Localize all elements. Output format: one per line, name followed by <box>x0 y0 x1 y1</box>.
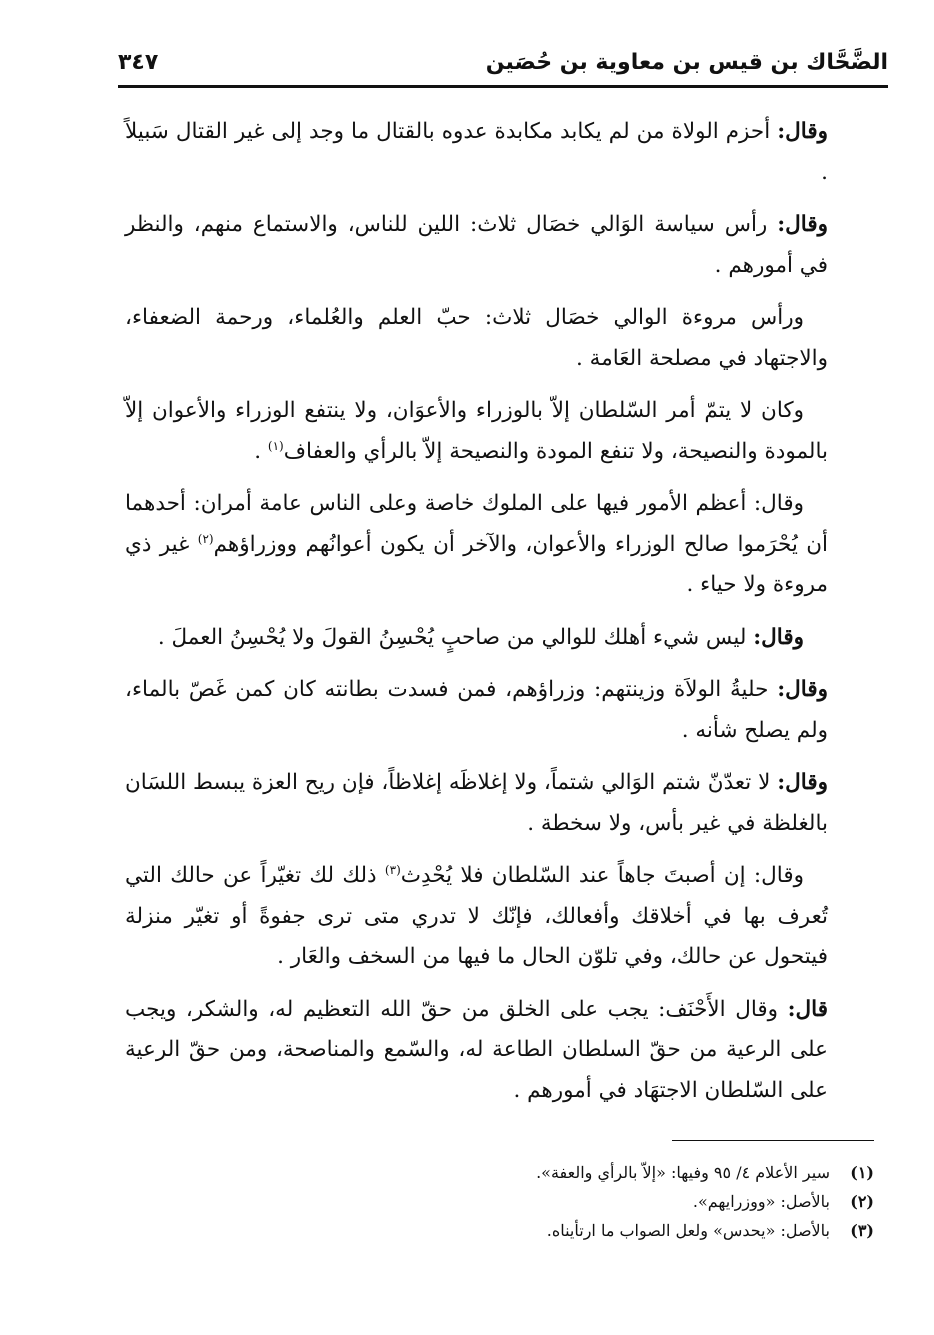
paragraph-text: رأس سياسة الوَالي خصَال ثلاث: اللين للناس، والاستماع منهم، والنظر في أمورهم . <box>125 212 828 278</box>
footnote-text: بالأصل: «ووزرايهم». <box>692 1192 830 1211</box>
paragraph-text: أحزم الولاة من لم يكابد مكابدة عدوه بالقتال ما وجد إلى غير القتال سَبيلاً . <box>125 119 828 185</box>
footnote-number: (١) <box>850 1163 874 1182</box>
paragraph <box>125 618 828 659</box>
paragraph <box>125 112 828 193</box>
paragraph-lead: وقال: <box>753 624 804 650</box>
header-title: الضَّحَّاك بن قيس بن معاوية بن حُصَين <box>485 50 888 75</box>
paragraph-text: وقال: أعظم الأمور فيها على الملوك خاصة وعلى الناس عامة أمران: أحدهما أن يُحْرَموا صالح الوزراء والأعوان، والآخر أن يكون أعوانُهم ووزراؤهم <box>125 491 828 557</box>
running-header <box>118 42 888 88</box>
paragraph-text: وقال الأَحْنَف: يجب على الخلق من حقّ الله التعظيم له، والشكر، ويجب على الرعية من حقّ السلطان الطاعة له، والسّمع والمناصحة، ومن حقّ الرعية على السّلطان الاجتهَاد في أمورهم . <box>125 996 828 1103</box>
footnote-text: سير الأعلام ٤/ ٩٥ وفيها: «إلاّ بالرأي والعفة». <box>536 1163 830 1182</box>
footnote-number: (٣) <box>850 1221 874 1240</box>
paragraph <box>125 990 828 1112</box>
paragraph-text: وقال: إن أصبتَ جاهاً عند السّلطان فلا يُحْدِث <box>400 863 804 888</box>
footnote-text: بالأصل: «يحدس» ولعل الصواب ما ارتأيناه. <box>546 1221 830 1240</box>
paragraph-tail: ذلك لك تغيّراً عن حالك التي تُعرف بها في أخلاقك وأفعالك، فإنّك لا تدري متى ترى جفوةً أو تغيّر منزلة فيتحول عن حالك، وفي تلوّن الحال ما فيها من السخف والعَار . <box>125 863 828 969</box>
footnote <box>300 1216 874 1245</box>
paragraph <box>125 298 828 379</box>
footnote <box>300 1187 874 1216</box>
paragraph <box>125 856 828 978</box>
paragraph-text: ليس شيء أهلك للوالي من صاحبٍ يُحْسِنُ القولَ ولا يُحْسِنُ العملَ . <box>157 624 754 650</box>
paragraph-lead: وقال: <box>777 212 828 237</box>
paragraph-text: لا تعدّنّ شتم الوَالي شتماً، ولا إغلاظَه إغلاظاً، فإن ريح العزة يبسط اللسَان بالغلظة في غير بأس، ولا سخطة . <box>125 770 828 836</box>
main-text <box>125 112 828 1123</box>
paragraph-lead: وقال: <box>777 770 828 795</box>
paragraph <box>125 391 828 472</box>
paragraph-lead: قال: <box>787 996 828 1022</box>
paragraph-text: حليةُ الولاَة وزينتهم: وزراؤهم، فمن فسدت بطانته كان كمن غَصّ بالماء، ولم يصلح شأنه . <box>125 677 828 743</box>
paragraph <box>125 763 828 844</box>
paragraph-tail: غير ذي مروءة ولا حياء . <box>125 531 828 597</box>
paragraph-lead: وقال: <box>777 677 828 702</box>
footnote <box>300 1158 874 1187</box>
footnote-marker[interactable]: (١) <box>267 438 284 453</box>
paragraph <box>125 484 828 606</box>
paragraph-text: وكان لا يتمّ أمر السّلطان إلاّ بالوزراء والأعوَان، ولا ينتفع الوزراء والأعوان إلاّ بالمودة والنصيحة، ولا تنفع المودة والنصيحة إلاّ بالرأي والعفاف <box>125 398 828 464</box>
footnote-number: (٢) <box>850 1192 874 1211</box>
header-rule <box>118 85 888 88</box>
paragraph-text: ورأس مروءة الوالي خصَال ثلاث: حبّ العلم والعُلماء، ورحمة الضعفاء، والاجتهاد في مصلحة العَامة . <box>125 305 828 371</box>
footnote-marker[interactable]: (٣) <box>384 862 401 877</box>
paragraph <box>125 205 828 286</box>
paragraph-tail: . <box>254 438 268 464</box>
footnote-marker[interactable]: (٢) <box>197 531 214 546</box>
footnote-rule <box>672 1140 874 1141</box>
paragraph <box>125 670 828 751</box>
footnotes <box>300 1158 874 1245</box>
paragraph-lead: وقال: <box>777 119 828 144</box>
page-number: ٣٤٧ <box>118 50 159 75</box>
